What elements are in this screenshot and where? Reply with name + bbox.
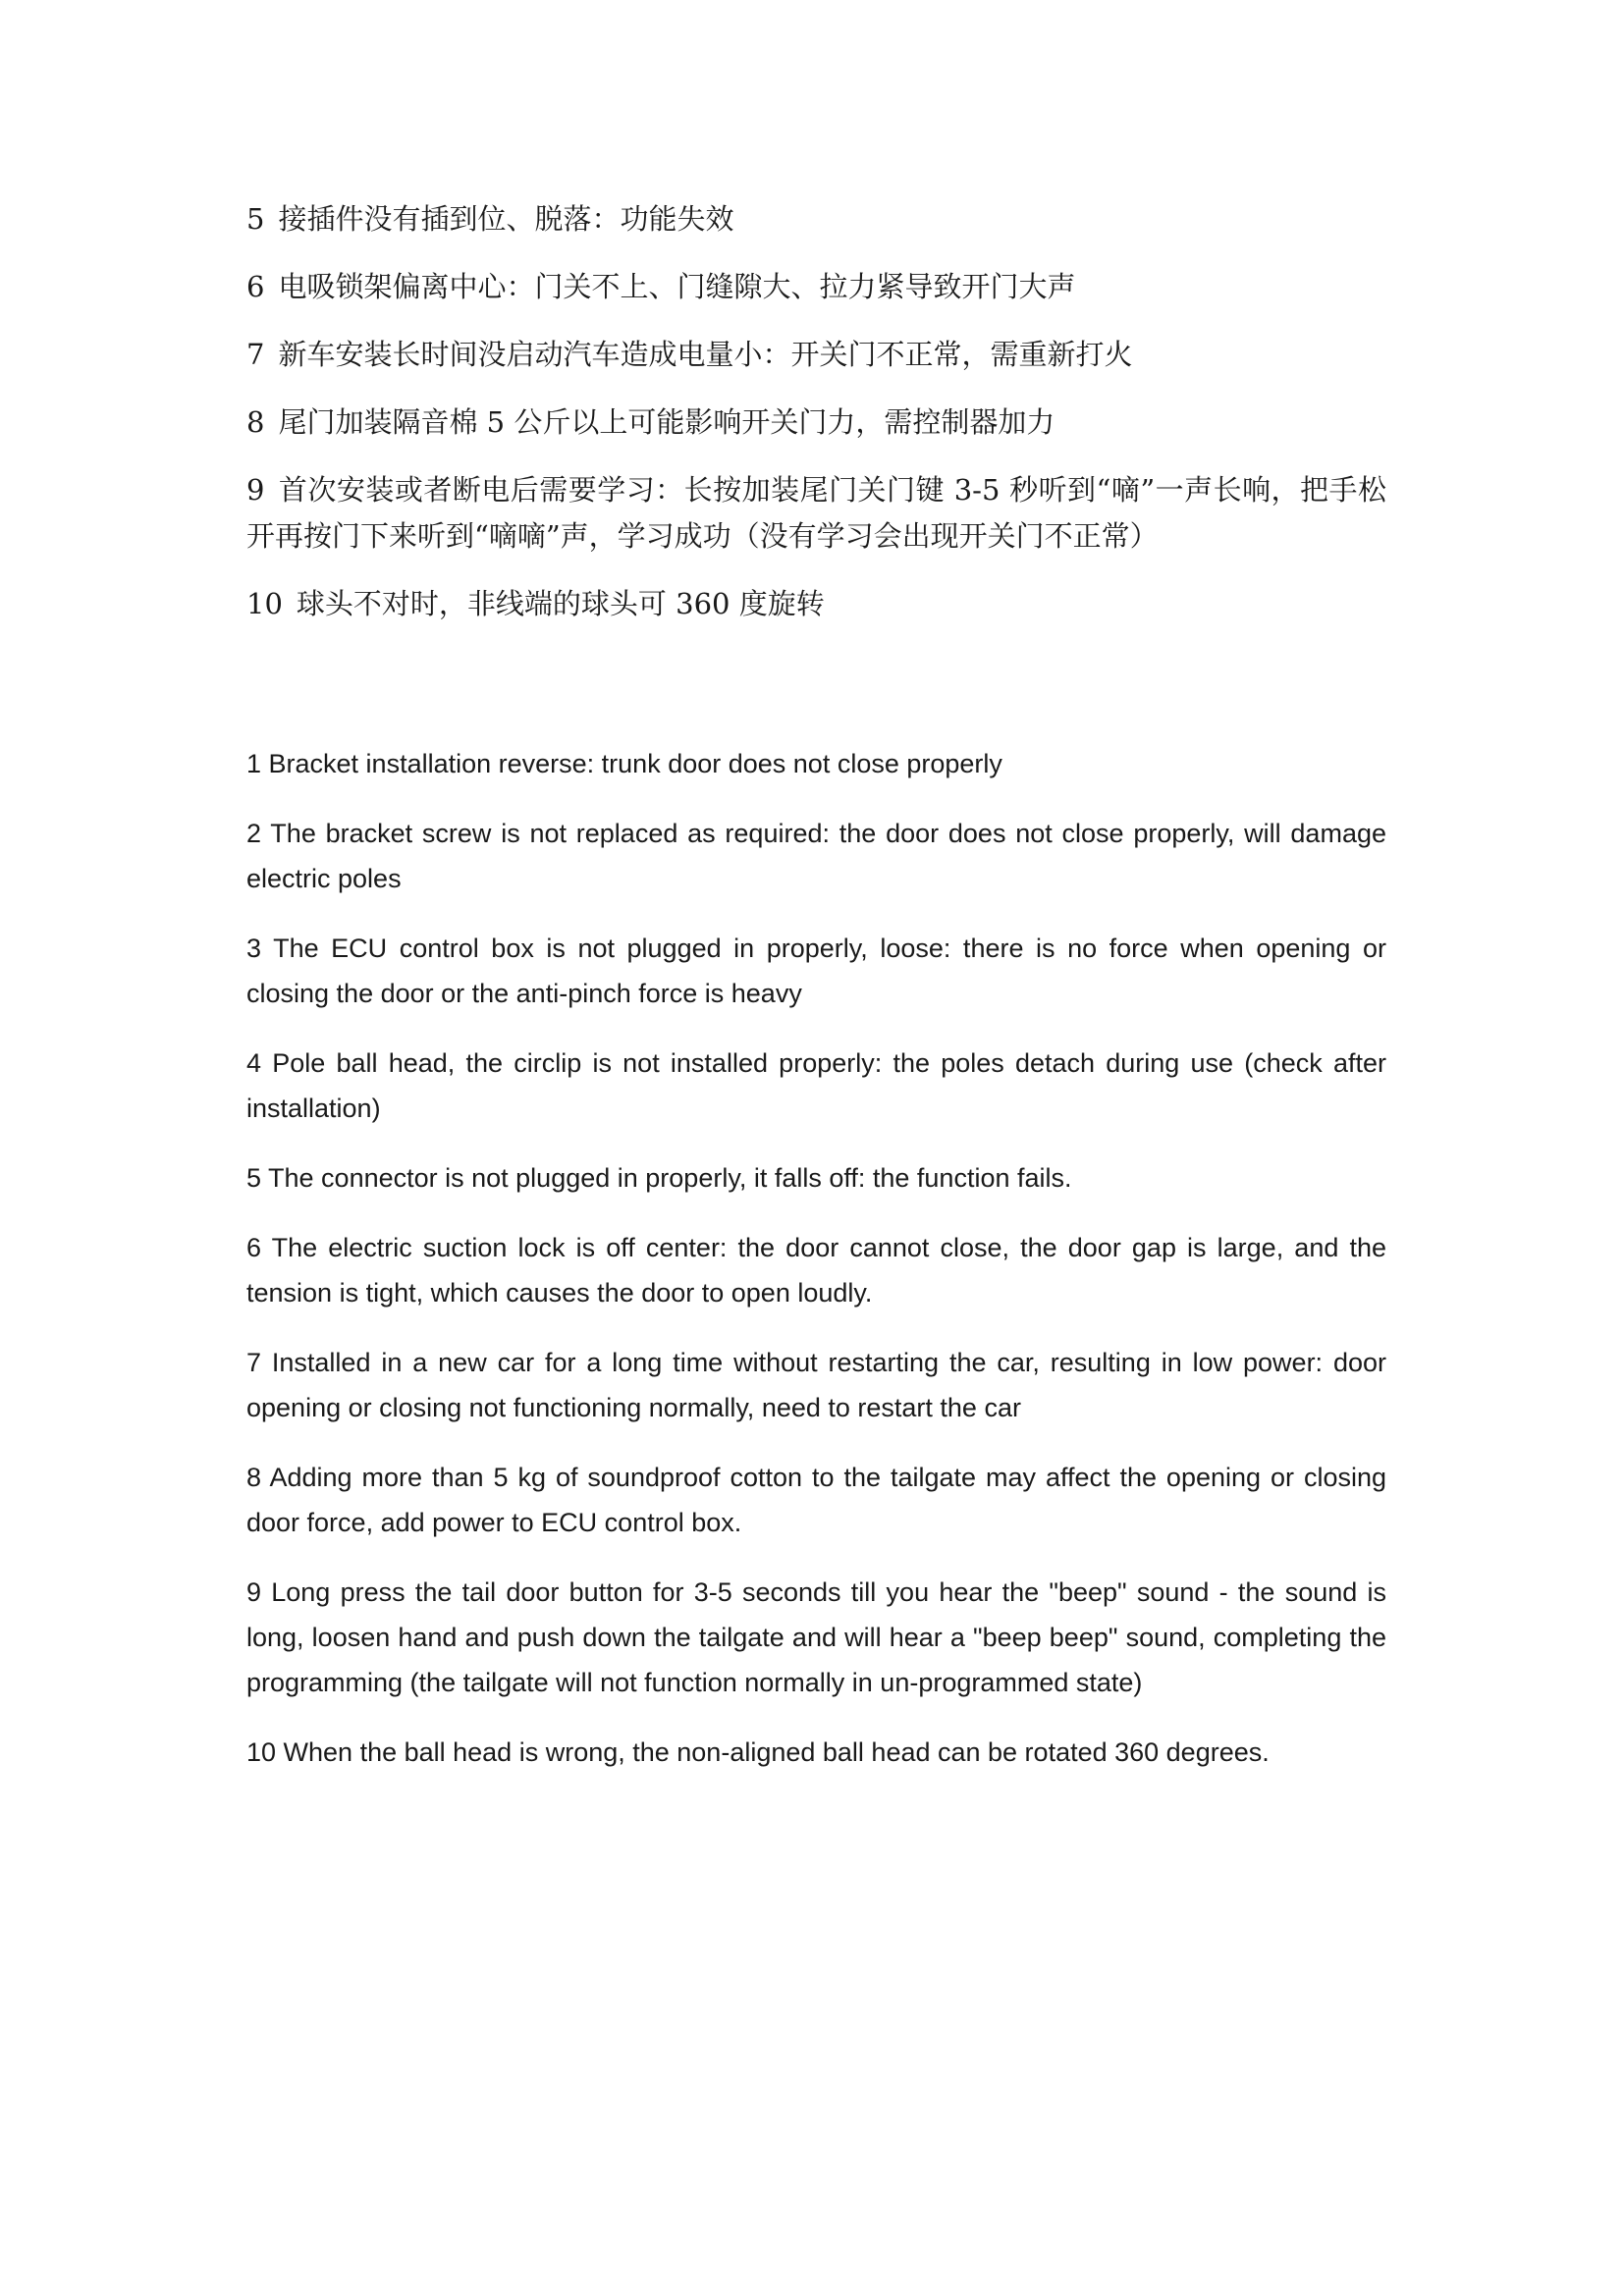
english-item-8: 8 Adding more than 5 kg of soundproof cotton to the tailgate may affect the opening or closing door force, add power to ECU control box. — [246, 1463, 1386, 1537]
english-item-6: 6 The electric suction lock is off center: the door cannot close, the door gap is large, and the tension is tight, which causes the door to open loudly. — [246, 1233, 1386, 1308]
item-text: 尾门加装隔音棉 5 公斤以上可能影响开关门力，需控制器加力 — [278, 405, 1055, 439]
chinese-item-6 — [246, 264, 1386, 310]
english-item-5: 5 The connector is not plugged in properly, it falls off: the function fails. — [246, 1163, 1072, 1193]
item-text: 新车安装长时间没启动汽车造成电量小：开关门不正常，需重新打火 — [278, 338, 1133, 371]
english-item-9: 9 Long press the tail door button for 3-5 seconds till you hear the "beep" sound - the sound is long, loosen hand and push down the tailgate and will hear a "beep beep" sound, completing the programming (the tailgate will not function normally in un-programmed state) — [246, 1577, 1386, 1697]
chinese-item-9 — [246, 467, 1386, 560]
chinese-item-7 — [246, 332, 1386, 378]
item-number: 9 — [246, 473, 265, 507]
english-item-10: 10 When the ball head is wrong, the non-aligned ball head can be rotated 360 degrees. — [246, 1737, 1270, 1767]
item-number: 7 — [246, 338, 265, 371]
english-section — [246, 741, 1386, 1775]
english-item-1: 1 Bracket installation reverse: trunk door does not close properly — [246, 749, 1002, 778]
chinese-section — [246, 196, 1386, 627]
english-item-3: 3 The ECU control box is not plugged in properly, loose: there is no force when opening or closing the door or the anti-pinch force is heavy — [246, 934, 1386, 1008]
item-text: 接插件没有插到位、脱落：功能失效 — [278, 202, 734, 236]
item-number: 8 — [246, 405, 265, 439]
english-item-2: 2 The bracket screw is not replaced as required: the door does not close properly, will damage electric poles — [246, 819, 1386, 893]
item-number: 10 — [246, 587, 283, 620]
chinese-item-5 — [246, 196, 1386, 242]
item-text: 电吸锁架偏离中心：门关不上、门缝隙大、拉力紧导致开门大声 — [278, 270, 1076, 303]
english-item-7: 7 Installed in a new car for a long time without restarting the car, resulting in low power: door opening or closing not functioning normally, need to restart the car — [246, 1348, 1386, 1422]
chinese-item-8 — [246, 400, 1386, 446]
item-text: 球头不对时，非线端的球头可 360 度旋转 — [296, 587, 825, 620]
item-number: 6 — [246, 270, 265, 303]
section-spacer — [246, 649, 1386, 741]
english-item-4: 4 Pole ball head, the circlip is not installed properly: the poles detach during use (check after installation) — [246, 1048, 1386, 1123]
document-content — [246, 196, 1386, 1799]
chinese-item-10 — [246, 581, 1386, 627]
item-number: 5 — [246, 202, 265, 236]
item-text: 首次安装或者断电后需要学习：长按加装尾门关门键 3-5 秒听到“嘀”一声长响，把手松开再按门下来听到“嘀嘀”声，学习成功（没有学习会出现开关门不正常） — [246, 473, 1386, 553]
